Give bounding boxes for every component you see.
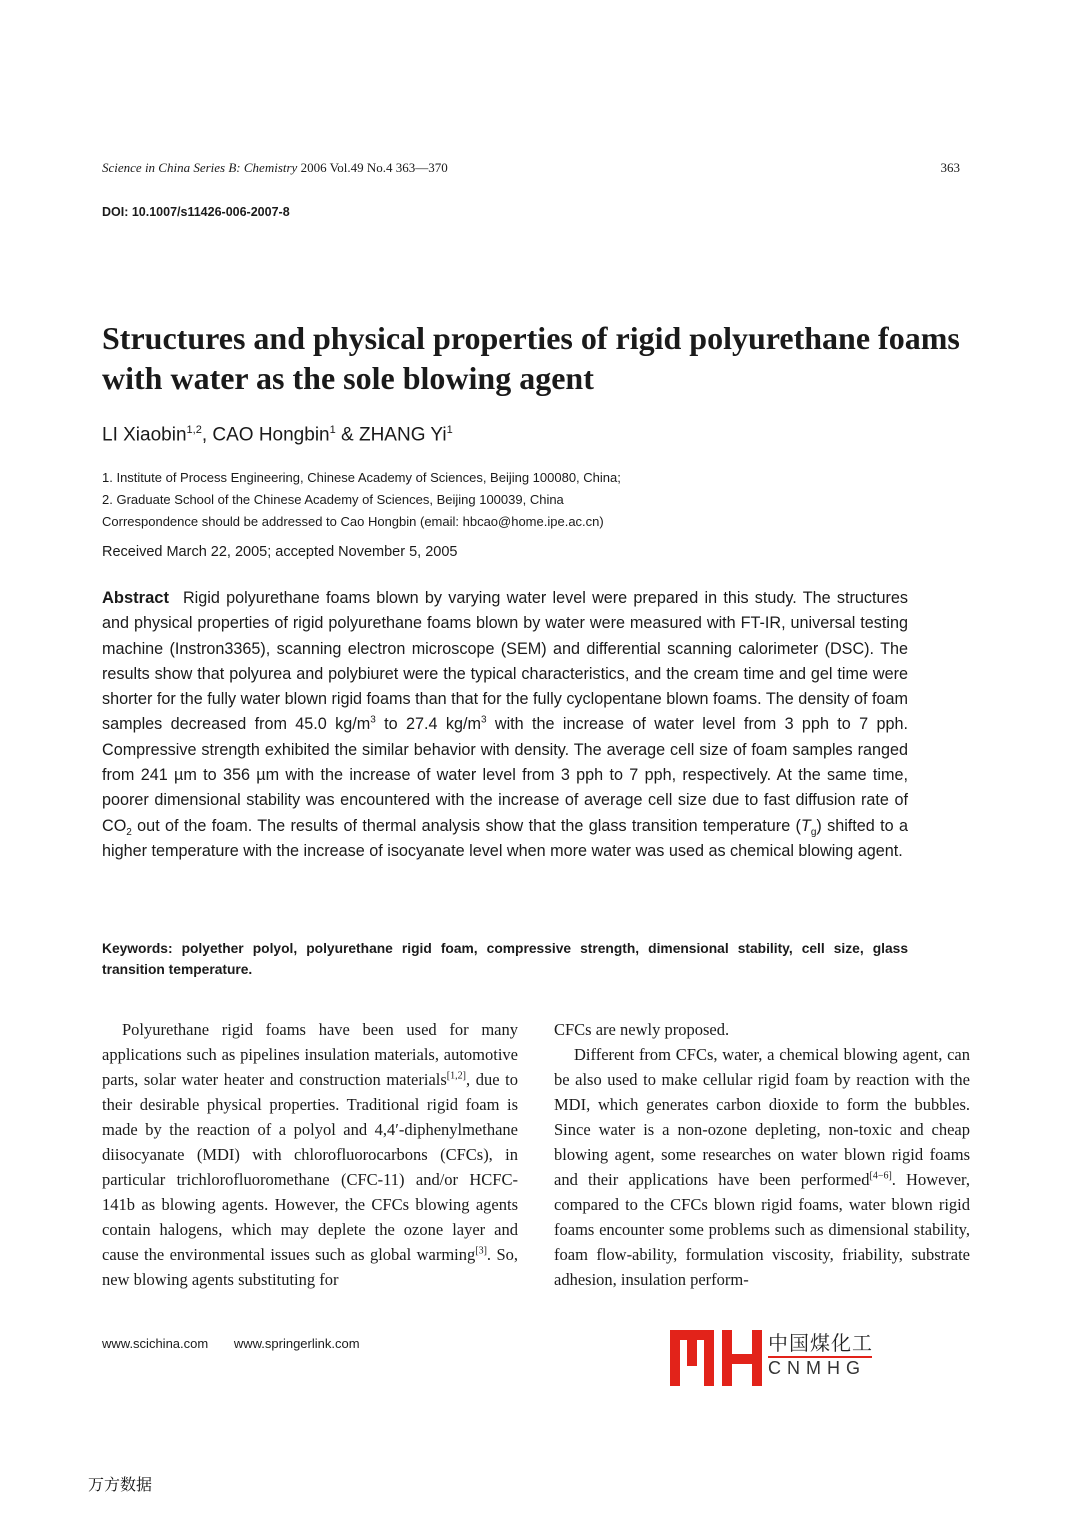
abstract <box>102 586 908 864</box>
page-number: 363 <box>940 160 960 175</box>
logo-mark <box>670 1330 762 1386</box>
keywords: Keywords: polyether polyol, polyurethane rigid foam, compressive strength, dimensional stability, cell size, glass transition temperature. <box>102 941 908 977</box>
author-affiliation-mark: 1 <box>446 424 453 436</box>
body-column-left <box>102 1017 518 1292</box>
abstract-text: Rigid polyurethane foams blown by varying water level were prepared in this study. The structures and physical properties of rigid polyurethane foams blown by water were measured with FT-IR, universal testing machine (Instron3365), scanning electron microscope (SEM) and differential scanning calorimeter (DSC). The results show that polyurea and polybiuret were the typical characteristics, and the cream time and gel time were shorter for the fully water blown rigid foams than that for the fully cyclopentane blown foams. The density of foam samples decreased from 45.0 kg/m <box>102 589 908 734</box>
author-separator: , <box>201 424 213 446</box>
subscript: 2 <box>126 826 132 838</box>
superscript: 3 <box>480 715 487 727</box>
affiliation-line: 1. Institute of Process Engineering, Chinese Academy of Sciences, Beijing 100080, China; <box>102 470 621 485</box>
body-column-right <box>554 1017 970 1292</box>
body-text: . However, compared to the CFCs blown rigid foams, water blown rigid foams encounter some problems such as dimensional stability, foam flow-ability, formulation viscosity, friability, substrate adhesion, insulation perform- <box>554 1170 970 1289</box>
citation[interactable]: [3] <box>475 1245 487 1257</box>
running-head <box>102 160 960 176</box>
link-springerlink[interactable]: www.springerlink.com <box>233 1336 360 1351</box>
author-separator: & <box>335 424 359 446</box>
affiliations <box>102 467 621 533</box>
author-affiliation-mark: 1 <box>329 424 336 436</box>
doi: DOI: 10.1007/s11426-006-2007-8 <box>102 205 290 219</box>
paper-title: Structures and physical properties of rigid polyurethane foams with water as the sole blowing agent <box>102 320 960 396</box>
abstract-text: out of the foam. The results of thermal analysis show that the glass transition temperature ( <box>131 816 801 835</box>
watermark: 万方数据 <box>88 1475 153 1494</box>
abstract-label: Abstract <box>102 589 169 607</box>
correspondence-line: Correspondence should be addressed to Cao Hongbin (email: hbcao@home.ipe.ac.cn) <box>102 514 604 529</box>
citation[interactable]: [4−6] <box>869 1170 892 1182</box>
logo-bar <box>704 1330 714 1386</box>
subscript: g <box>810 826 817 838</box>
author-name: ZHANG Yi <box>358 424 447 446</box>
body-paragraph <box>554 1042 970 1292</box>
body-text: Polyurethane rigid foams have been used for many applications such as pipelines insulation materials, automotive parts, solar water heater and construction materials <box>102 1020 518 1089</box>
abstract-text: to 27.4 kg/m <box>375 715 481 734</box>
logo-text-cn: 中国煤化工 <box>768 1331 873 1355</box>
logo-bar <box>752 1330 762 1386</box>
received-dates: Received March 22, 2005; accepted November 5, 2005 <box>102 544 458 560</box>
superscript: 3 <box>370 715 376 727</box>
citation[interactable]: [1,2] <box>446 1070 466 1082</box>
author-affiliation-mark: 1,2 <box>186 424 202 436</box>
abstract-text: ) shifted to a higher temperature with the increase of isocyanate level when more water was used as chemical blowing agent. <box>102 816 908 860</box>
abstract-text: with the increase of water level from 3 pph to 7 pph. Compressive strength exhibited the similar behavior with density. The average cell size of foam samples ranged from 241 µm to 356 µm with the increase of water level from 3 pph to 7 pph, respectively. At the same time, poorer dimensional stability was encountered with the increase of average cell size due to fast diffusion rate of CO <box>102 715 909 835</box>
footer-links <box>102 1336 360 1351</box>
body-text: Different from CFCs, water, a chemical blowing agent, can be also used to make cellular rigid foam by reaction with the MDI, which generates carbon dioxide to form the bubbles. Since water is a non-ozone depleting, non-toxic and cheap blowing agent, some researches on water blown rigid foams and their applications have been performed <box>554 1045 970 1189</box>
body-text: . So, new blowing agents substituting for <box>102 1245 519 1289</box>
author-list <box>102 424 453 446</box>
affiliation-line: 2. Graduate School of the Chinese Academy of Sciences, Beijing 100039, China <box>102 492 564 507</box>
body-text: CFCs are newly proposed. <box>554 1020 730 1039</box>
logo-bar <box>687 1330 697 1366</box>
tg-symbol: T <box>800 816 811 835</box>
author-name: CAO Hongbin <box>212 424 330 446</box>
body-text: , due to their desirable physical properties. Traditional rigid foam is made by the reaction of a polyol and 4,4′-diphenylmethane diisocyanate (MDI) with chlorofluorocarbons (CFCs), in particular trichlorofluoromethane (CFC-11) and/or HCFC-141b as blowing agents. However, the CFCs blowing agents contain halogens, which may deplete the ozone layer and cause the environmental issues such as global warming <box>102 1070 518 1264</box>
logo-text-en: CNMHG <box>768 1358 866 1378</box>
journal-name: Science in China Series B: Chemistry <box>102 160 298 175</box>
issue-info: 2006 Vol.49 No.4 363—370 <box>300 160 448 175</box>
link-scichina[interactable]: www.scichina.com <box>102 1336 209 1351</box>
author-name: LI Xiaobin <box>102 424 187 446</box>
